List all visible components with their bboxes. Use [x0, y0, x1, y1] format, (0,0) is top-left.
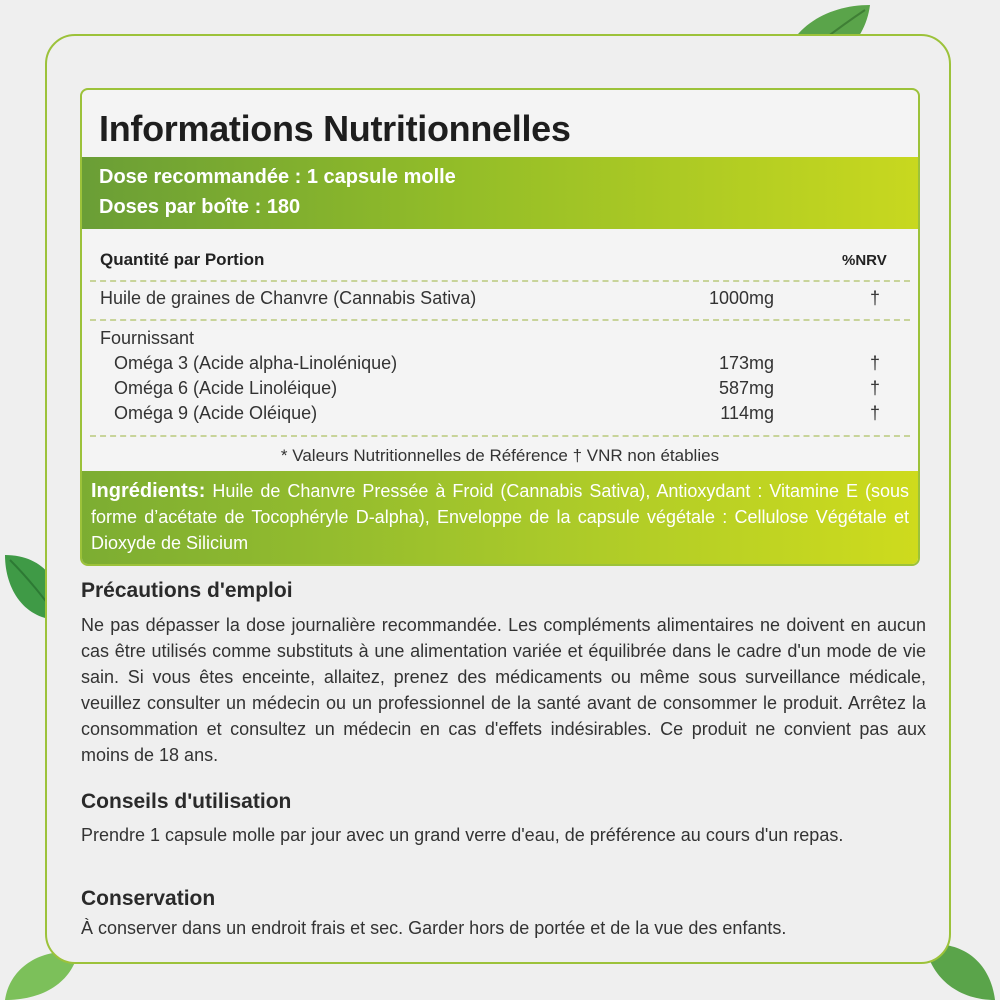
precautions-text: Ne pas dépasser la dose journalière recommandée. Les compléments alimentaires ne doivent en aucun cas être utilisés comme substituts à une alimentation variée et équilibrée dans le cadre d'un mode de vie sain. Si vous êtes enceinte, allaitez, prenez des médicaments ou même sous surveillance médicale, veuillez consulter un médecin ou un professionnel de la santé avant de consommer le produit. Arrêtez la consommation et consultez un médecin en cas d'effets indésirables. Ce produit ne convient pas aux moins de 18 ans.: [81, 615, 926, 765]
omega3-name: Oméga 3 (Acide alpha-Linolénique): [114, 353, 398, 373]
storage-text: À conserver dans un endroit frais et sec. Garder hors de portée et de la vue des enfants.: [81, 918, 787, 938]
ingredients-block: [91, 478, 909, 556]
omega9-name: Oméga 9 (Acide Oléique): [114, 403, 318, 423]
usage-text: Prendre 1 capsule molle par jour avec un grand verre d'eau, de préférence au cours d'un repas.: [81, 825, 844, 845]
omega6-amount: 587mg: [718, 378, 774, 398]
divider: [90, 319, 910, 321]
doses-per-box: Doses par boîte : 180: [99, 196, 301, 218]
recommended-dose: Dose recommandée : 1 capsule molle: [99, 166, 456, 188]
omega6-name: Oméga 6 (Acide Linoléique): [114, 378, 338, 398]
omega6-nrv: †: [869, 378, 880, 398]
main-ingredient-nrv: †: [869, 288, 880, 308]
usage-title: Conseils d'utilisation: [81, 790, 292, 813]
nrv-header: %NRV: [842, 252, 887, 269]
omega9-amount: 114mg: [720, 403, 774, 423]
dose-band: [82, 157, 918, 229]
precautions-title: Précautions d'emploi: [81, 579, 293, 602]
nutrition-title: Informations Nutritionnelles: [99, 108, 571, 149]
divider: [90, 435, 910, 437]
main-ingredient-amount: 1000mg: [708, 288, 774, 308]
nrv-footnote: * Valeurs Nutritionnelles de Référence † VNR non établies: [280, 446, 720, 465]
omega3-amount: 173mg: [718, 353, 774, 373]
omega9-nrv: †: [869, 403, 880, 423]
ingredients-text: Huile de Chanvre Pressée à Froid (Cannabis Sativa), Antioxydant : Vitamine E (sous forme d’acétate de Tocophéryle D-alpha), Enveloppe de la capsule végétale : Cellulose Végétale et Dioxyde de Silicium: [91, 481, 909, 553]
omega3-nrv: †: [869, 353, 880, 373]
storage-title: Conservation: [81, 887, 216, 910]
ingredients-band: [82, 471, 918, 566]
quantity-header: Quantité par Portion: [100, 250, 265, 269]
divider: [90, 280, 910, 282]
main-ingredient-name: Huile de graines de Chanvre (Cannabis Sativa): [100, 288, 477, 308]
providing-label: Fournissant: [100, 328, 195, 348]
nutrition-panel: [80, 88, 920, 566]
ingredients-label: Ingrédients:: [91, 480, 206, 502]
